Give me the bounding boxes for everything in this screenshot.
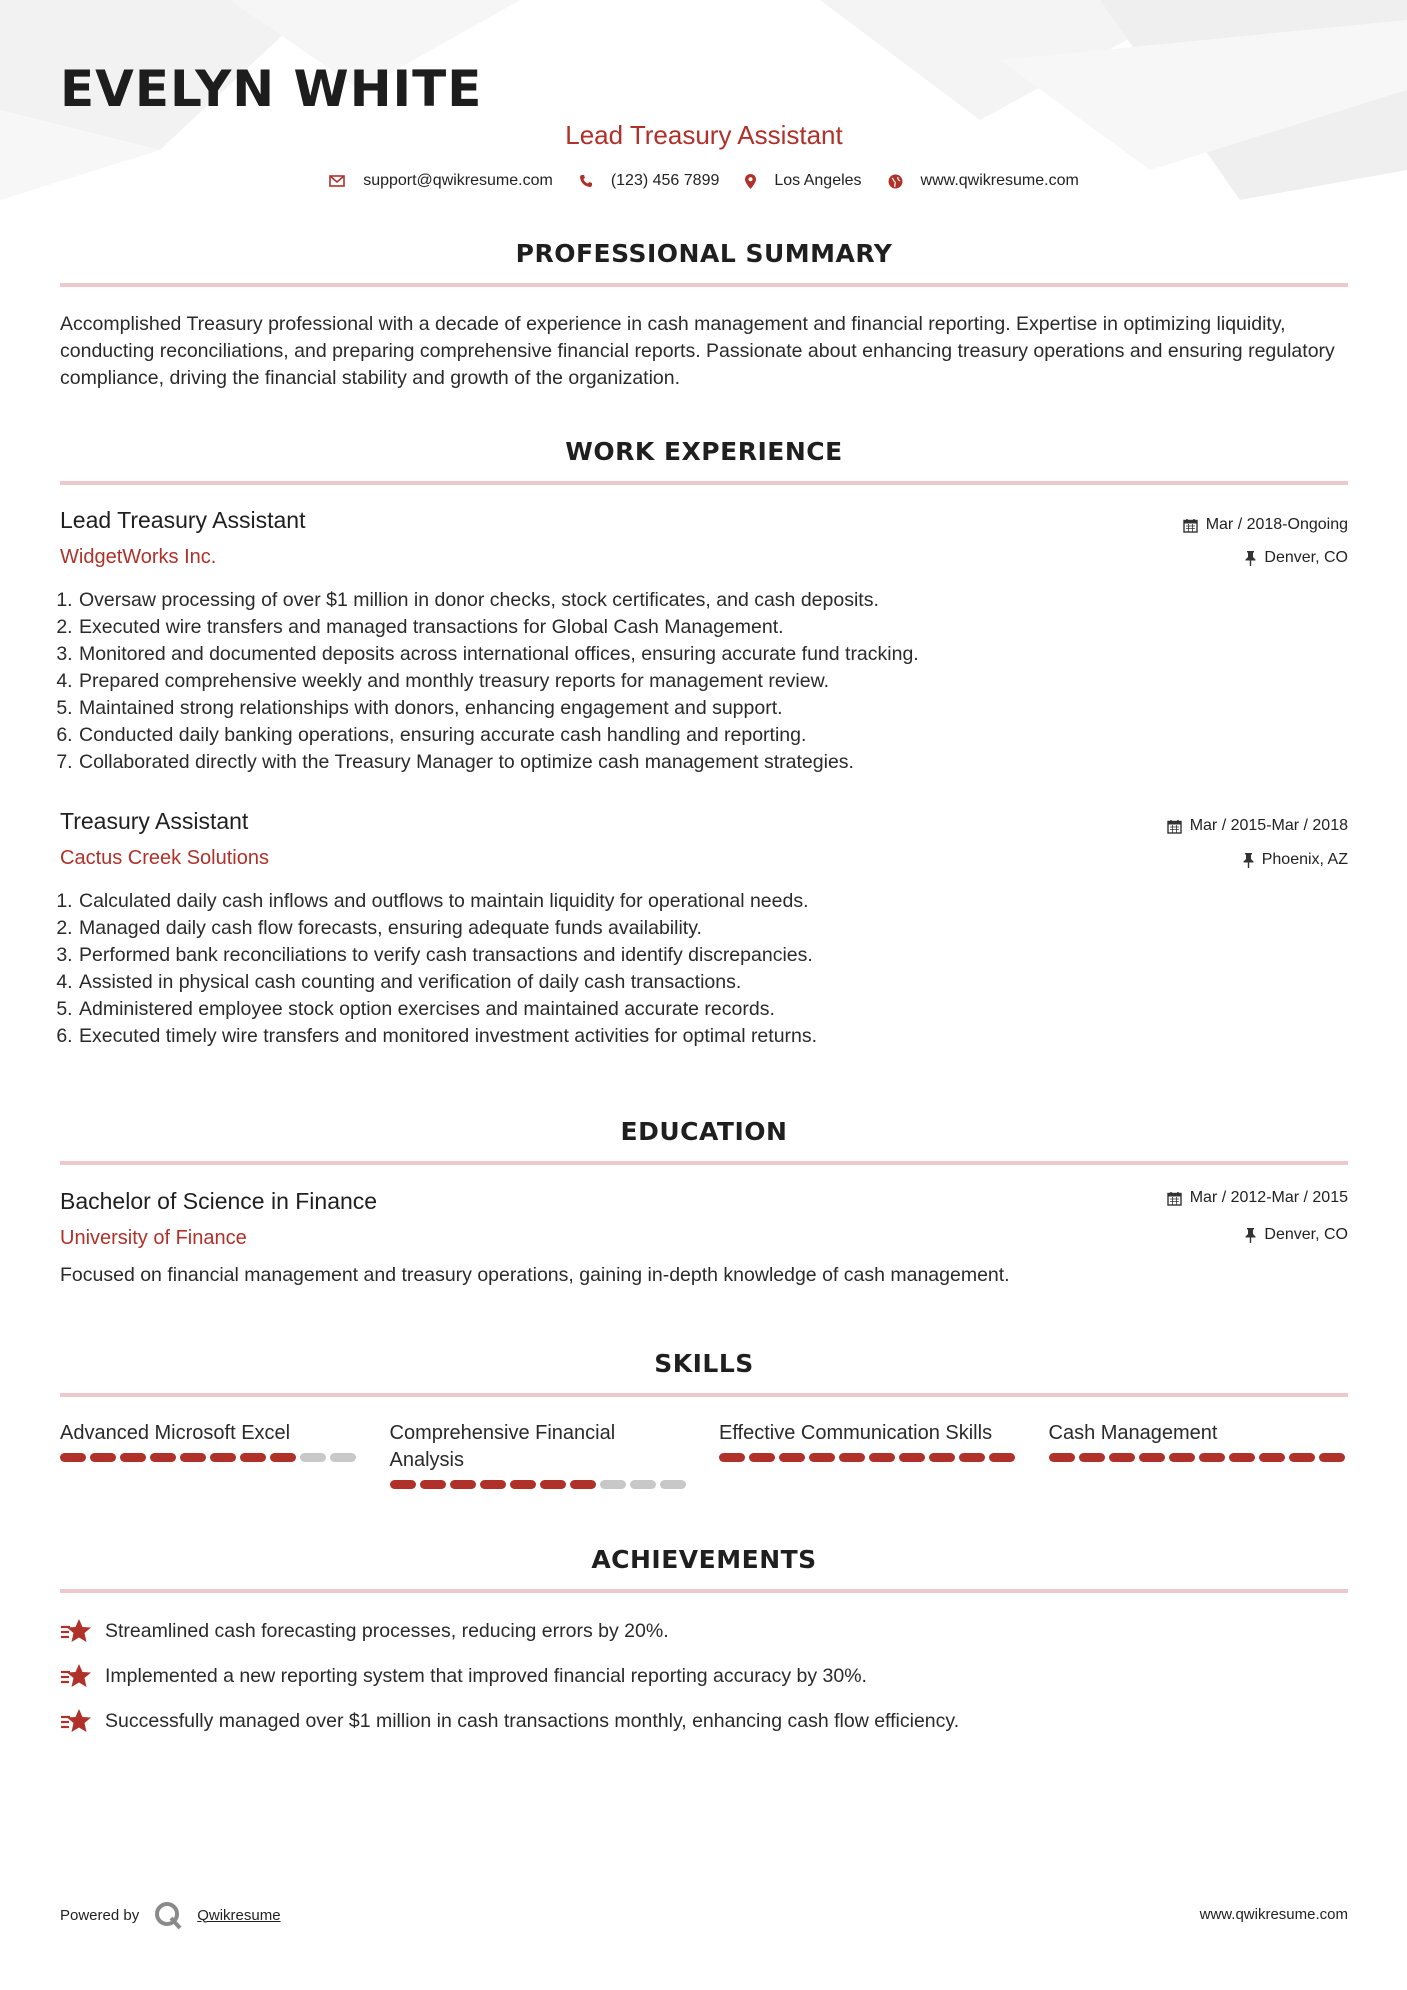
star-icon	[60, 1663, 92, 1691]
job-title: Lead Treasury Assistant	[60, 507, 306, 533]
job-bullets	[60, 587, 1366, 776]
achievement-text: Streamlined cash forecasting processes, reducing errors by 20%.	[105, 1620, 669, 1642]
contact-location	[745, 172, 861, 190]
skill-segment-filled	[390, 1480, 416, 1489]
company-name: Cactus Creek Solutions	[60, 847, 269, 869]
list-item: 2. Executed wire transfers and managed transactions for Global Cash Management.	[78, 614, 1366, 641]
job-location	[1243, 851, 1348, 869]
contact-bar	[60, 172, 1348, 190]
skill-item	[719, 1420, 1019, 1489]
experience-divider	[60, 481, 1348, 485]
list-item: 5. Maintained strong relationships with donors, enhancing engagement and support.	[78, 695, 1366, 722]
skill-segment-filled	[1199, 1453, 1225, 1462]
envelope-icon	[329, 175, 345, 187]
list-item: 6. Conducted daily banking operations, ensuring accurate cash handling and reporting.	[78, 722, 1366, 749]
skill-segment-filled	[1229, 1453, 1255, 1462]
list-item: 4. Prepared comprehensive weekly and monthly treasury reports for management review.	[78, 668, 1366, 695]
skill-segment-filled	[240, 1453, 266, 1462]
list-item: 7. Collaborated directly with the Treasury Manager to optimize cash management strategies.	[78, 749, 1366, 776]
skill-segment-filled	[1289, 1453, 1315, 1462]
skill-segment-filled	[420, 1480, 446, 1489]
phone-text: (123) 456 7899	[610, 172, 720, 189]
skill-segment-filled	[210, 1453, 236, 1462]
skill-segment-empty	[600, 1480, 626, 1489]
skill-segment-filled	[120, 1453, 146, 1462]
list-item: 1. Calculated daily cash inflows and outflows to maintain liquidity for operational needs.	[78, 888, 1366, 915]
list-item: 6. Executed timely wire transfers and monitored investment activities for optimal returns.	[78, 1023, 1366, 1050]
pushpin-icon	[1245, 1228, 1256, 1243]
skill-name: Effective Communication Skills	[719, 1422, 993, 1444]
achievement-text: Successfully managed over $1 million in cash transactions monthly, enhancing cash flow efficiency.	[105, 1710, 960, 1732]
company-name: WidgetWorks Inc.	[60, 546, 217, 568]
skill-level-bar	[390, 1480, 690, 1489]
summary-heading: PROFESSIONAL SUMMARY	[515, 239, 893, 268]
skill-segment-filled	[989, 1453, 1015, 1462]
skill-segment-filled	[90, 1453, 116, 1462]
skill-name: Cash Management	[1048, 1422, 1218, 1444]
achievement-text: Implemented a new reporting system that improved financial reporting accuracy by 30%.	[105, 1665, 867, 1687]
skill-segment-filled	[809, 1453, 835, 1462]
skill-segment-filled	[540, 1480, 566, 1489]
footer-powered-by	[60, 1900, 281, 1930]
education-dates-text: Mar / 2012-Mar / 2015	[1189, 1189, 1348, 1206]
skill-segment-filled	[480, 1480, 506, 1489]
skill-segment-filled	[929, 1453, 955, 1462]
skill-segment-filled	[959, 1453, 985, 1462]
list-item: 2. Managed daily cash flow forecasts, ensuring adequate funds availability.	[78, 915, 1366, 942]
skills-grid	[60, 1420, 1348, 1489]
contact-email[interactable]	[329, 172, 553, 190]
candidate-name: EVELYN WHITE	[60, 60, 483, 118]
skill-level-bar	[1049, 1453, 1349, 1462]
skill-segment-filled	[719, 1453, 745, 1462]
footer-website[interactable]: www.qwikresume.com	[1199, 1906, 1348, 1923]
map-pin-icon	[745, 174, 756, 189]
skill-segment-filled	[1049, 1453, 1075, 1462]
education-heading: EDUCATION	[620, 1117, 788, 1146]
experience-heading: WORK EXPERIENCE	[565, 437, 843, 466]
skill-segment-filled	[1169, 1453, 1195, 1462]
globe-icon	[888, 174, 903, 189]
skill-item	[390, 1420, 690, 1489]
education-location-text: Denver, CO	[1264, 1226, 1348, 1243]
list-item: 5. Administered employee stock option exercises and maintained accurate records.	[78, 996, 1366, 1023]
contact-website[interactable]	[888, 172, 1079, 190]
calendar-icon	[1167, 819, 1182, 834]
job-location-text: Phoenix, AZ	[1261, 851, 1348, 868]
qwikresume-logo-icon	[153, 1900, 183, 1930]
star-icon	[60, 1708, 92, 1736]
list-item: 3. Monitored and documented deposits across international offices, ensuring accurate fund tracking.	[78, 641, 1366, 668]
pushpin-icon	[1245, 551, 1256, 566]
skill-name: Advanced Microsoft Excel	[60, 1422, 291, 1444]
skill-item	[60, 1420, 360, 1489]
skill-segment-filled	[1139, 1453, 1165, 1462]
job-location	[1245, 549, 1348, 567]
summary-divider	[60, 283, 1348, 287]
job-dates	[1183, 516, 1348, 534]
powered-by-label: Powered by	[60, 1906, 140, 1924]
candidate-role: Lead Treasury Assistant	[565, 120, 843, 150]
calendar-icon	[1167, 1191, 1182, 1206]
skill-segment-empty	[300, 1453, 326, 1462]
skill-segment-empty	[630, 1480, 656, 1489]
skill-segment-filled	[150, 1453, 176, 1462]
list-item: 1. Oversaw processing of over $1 million in donor checks, stock certificates, and cash deposits.	[78, 587, 1366, 614]
skill-segment-filled	[779, 1453, 805, 1462]
skill-item	[1049, 1420, 1349, 1489]
list-item	[60, 1699, 1348, 1744]
education-divider	[60, 1161, 1348, 1165]
skill-segment-filled	[839, 1453, 865, 1462]
summary-text: Accomplished Treasury professional with a decade of experience in cash management and financial reporting. Expertise in optimizing liquidity, conducting reconciliations, and preparing comprehensive financial reports. Passionate about enhancing treasury operations and ensuring regulatory compliance, driving the financial stability and growth of the organization.	[60, 313, 1335, 389]
list-item	[60, 1654, 1348, 1699]
skills-divider	[60, 1393, 1348, 1397]
skill-segment-filled	[570, 1480, 596, 1489]
achievements-heading: ACHIEVEMENTS	[591, 1545, 817, 1574]
skill-segment-filled	[180, 1453, 206, 1462]
job-location-text: Denver, CO	[1264, 549, 1348, 566]
job-dates-text: Mar / 2018-Ongoing	[1205, 516, 1348, 533]
list-item: 4. Assisted in physical cash counting and verification of daily cash transactions.	[78, 969, 1366, 996]
job-dates-text: Mar / 2015-Mar / 2018	[1189, 817, 1348, 834]
star-icon	[60, 1618, 92, 1646]
job-bullets	[60, 888, 1366, 1050]
skills-heading: SKILLS	[654, 1349, 754, 1378]
skill-level-bar	[60, 1453, 360, 1462]
skill-segment-filled	[1079, 1453, 1105, 1462]
skill-segment-filled	[1109, 1453, 1135, 1462]
skill-level-bar	[719, 1453, 1019, 1462]
skill-segment-filled	[1319, 1453, 1345, 1462]
calendar-icon	[1183, 518, 1198, 533]
skill-segment-filled	[270, 1453, 296, 1462]
skill-segment-empty	[330, 1453, 356, 1462]
skill-name: Comprehensive Financial Analysis	[389, 1422, 616, 1471]
skill-segment-filled	[510, 1480, 536, 1489]
skill-segment-filled	[869, 1453, 895, 1462]
qwikresume-link[interactable]: Qwikresume	[197, 1906, 281, 1924]
skill-segment-filled	[1259, 1453, 1285, 1462]
achievements-divider	[60, 1589, 1348, 1593]
education-location	[1245, 1226, 1348, 1244]
skill-segment-filled	[899, 1453, 925, 1462]
job-title: Treasury Assistant	[60, 808, 249, 834]
location-text: Los Angeles	[774, 172, 862, 189]
education-description: Focused on financial management and treasury operations, gaining in-depth knowledge of cash management.	[60, 1264, 1010, 1286]
skill-segment-empty	[660, 1480, 686, 1489]
education-dates	[1167, 1189, 1348, 1207]
job-dates	[1167, 817, 1348, 835]
skill-segment-filled	[60, 1453, 86, 1462]
list-item: 3. Performed bank reconciliations to verify cash transactions and identify discrepancies.	[78, 942, 1366, 969]
achievements-list	[60, 1609, 1348, 1744]
email-text: support@qwikresume.com	[363, 172, 553, 189]
phone-icon	[579, 174, 593, 188]
website-text: www.qwikresume.com	[920, 172, 1079, 189]
degree-title: Bachelor of Science in Finance	[60, 1188, 378, 1214]
pushpin-icon	[1243, 853, 1254, 868]
skill-segment-filled	[450, 1480, 476, 1489]
list-item	[60, 1609, 1348, 1654]
contact-phone[interactable]	[579, 172, 720, 190]
skill-segment-filled	[749, 1453, 775, 1462]
school-name: University of Finance	[60, 1227, 247, 1249]
